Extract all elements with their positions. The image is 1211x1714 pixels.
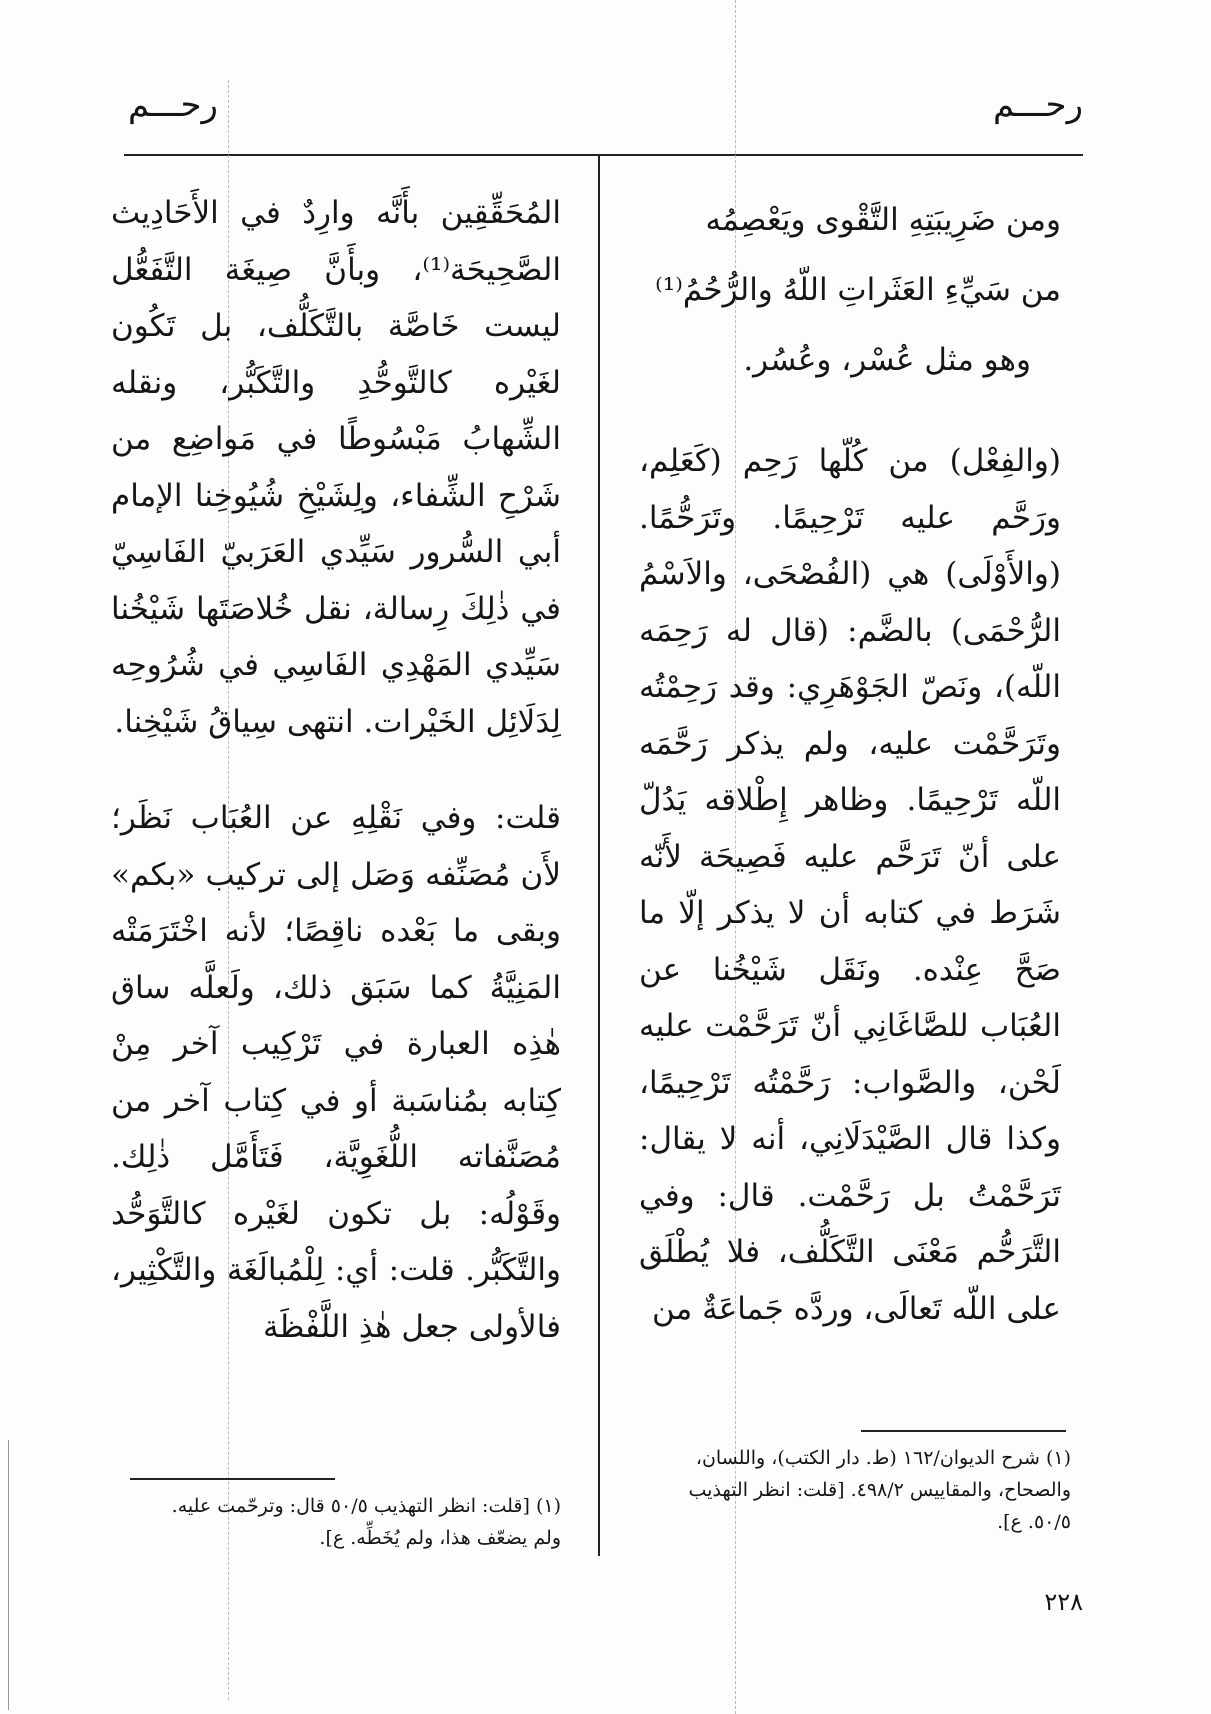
verse-line-2: من سَيِّءِ العَثَراتِ اللّهُ والرُّحُمُ⁽¹⁾ <box>655 272 1061 308</box>
scan-edge-line <box>8 1440 9 1710</box>
verse-note: وهو مثل عُسْر، وعُسُر. <box>743 342 1031 378</box>
right-column-body <box>639 433 1061 1337</box>
left-column <box>111 185 561 1355</box>
verse-line-1: ومن ضَرِيبَتِهِ التَّقْوى ويَعْصِمُه <box>705 202 1061 238</box>
header-entry-word-right: رحـــم <box>993 85 1083 125</box>
footnote-rule-left <box>130 1478 335 1480</box>
right-column-paragraph: (والفِعْل) من كُلّها رَحِم (كَعَلِم، ورَحَّم عليه تَرْحِيمًا. وتَرَحُّمًا. (والأَوْلَى) هي (الفُصْحَى، والاَسْمُ الرُّحْمَى) بالضَّم: (قال له رَحِمَه اللّه)، ونَصّ الجَوْهَرِي: وقد رَحِمْتُه وتَرَحَّمْت عليه، ولم يذكر رَحَّمَه اللّه تَرْحِيمًا. وظاهر إِطْلاقه يَدُلّ على أنّ تَرَحَّم عليه فَصِيحَة لأَنّه شَرَط في كتابه أن لا يذكر إلّا ما صَحَّ عِنْده. ونَقَل شَيْخُنا عن العُبَاب للصَّاغَانِي أنّ تَرَحَّمْت عليه لَحْن، والصَّواب: رَحَّمْتُه تَرْحِيمًا، وكذا قال الصَّيْدَلَانِي، أنه لا يقال: تَرَحَّمْتُ بل رَحَّمْت. قال: وفي التَّرَحُّم مَعْنَى التَّكَلُّف، فلا يُطْلَق على اللّه تَعالَى، وردَّه جَماعَةٌ من <box>639 443 1061 1327</box>
footnote-right-text: (١) شرح الديوان/١٦٢ (ط. دار الكتب)، واللسان، والصحاح، والمقاييس ٤٩٨/٢. [قلت: انظر التهذيب ٥٠/٥. ع]. <box>688 1447 1071 1533</box>
header-rule <box>124 154 1083 156</box>
column-divider <box>598 156 600 1556</box>
left-column-paragraph-2: قلت: وفي نَقْلِهِ عن العُبَاب نَظَر؛ لأَن مُصَنِّفه وَصَل إلى تركيب «بكم» وبقى ما بَعْده ناقِصًا؛ لأنه اخْتَرَمَتْه المَنِيَّةُ كما سَبَق ذلك، ولَعلَّه ساق هٰذِه العبارة في تَرْكِيب آخر مِنْ كِتابه بمُناسَبة أو في كِتاب آخر من مُصَنَّفاته اللُّغَوِيَّة، فَتَأَمَّل ذٰلِك. وقَوْلُه: بل تكون لغَيْره كالتَّوَحُّد والتَّكَبُّر. قلت: أي: لِلْمُبالَغَة والتَّكْثِير، فالأولى جعل هٰذِ اللَّفْظَة <box>111 800 561 1345</box>
footnote-left <box>113 1490 561 1554</box>
verse-block <box>639 185 1061 395</box>
footnote-left-line-2: ولم يضعّف هذا، ولم يُخَطِّه. ع]. <box>319 1527 561 1549</box>
header-entry-word-left: رحـــم <box>128 85 218 125</box>
left-column-body <box>111 185 561 1355</box>
page-number: ٢٢٨ <box>1044 1588 1083 1616</box>
footnote-right <box>641 1442 1071 1538</box>
right-column <box>639 185 1061 1337</box>
footnote-left-line-1: (١) [قلت: انظر التهذيب ٥٠/٥ قال: وترحّمت عليه. <box>171 1495 561 1517</box>
left-column-paragraph-1: المُحَقِّقِين بأَنَّه وارِدٌ في الأَحَادِيث الصَّحِيحَة⁽¹⁾، وبأَنَّ صِيغَة التَّفَعُّل ليست خَاصَّة بالتَّكَلُّف، بل تَكُون لغَيْره كالتَّوحُّدِ والتَّكَبُّر، ونقله الشِّهابُ مَبْسُوطًا في مَواضِع من شَرْحِ الشِّفاء، ولِشَيْخِ شُيُوخِنا الإمام أبي السُّرور سَيِّدي العَرَبيّ الفَاسِيّ في ذٰلِكَ رِسالة، نقل خُلاصَتَها شَيْخُنا سَيِّدي المَهْدِي الفَاسِي في شُرُوحِه لِدَلَائِل الخَيْرات. انتهى سِياقُ شَيْخِنا. <box>111 195 561 740</box>
footnote-rule-right <box>861 1430 1066 1432</box>
